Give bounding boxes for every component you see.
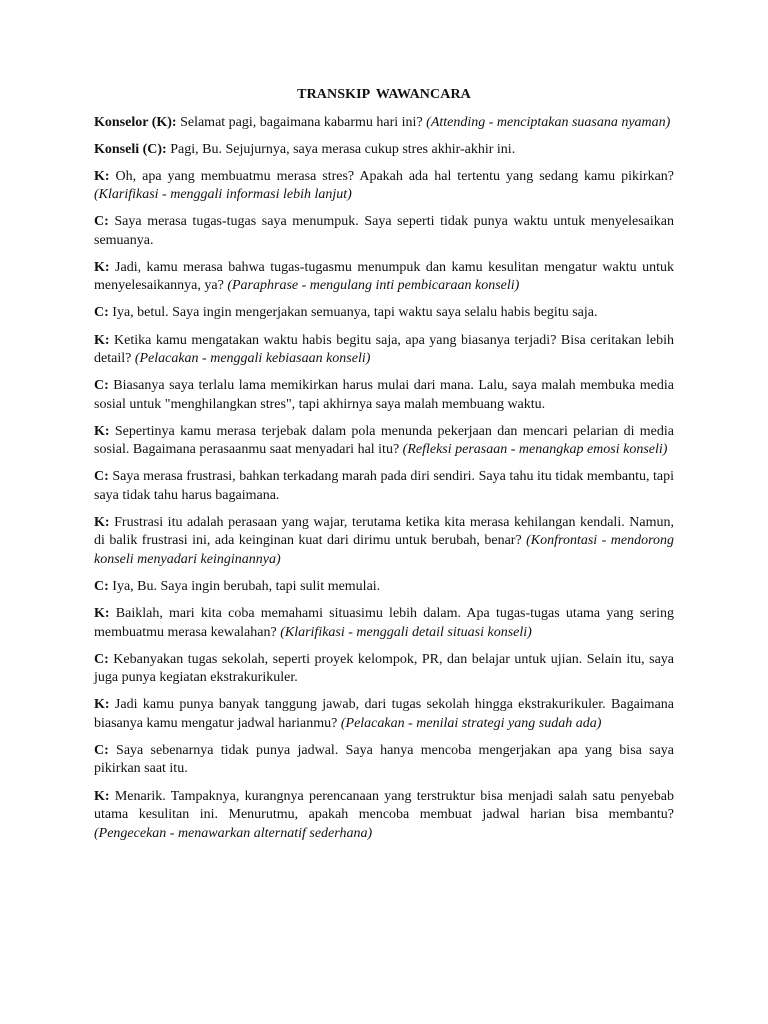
speaker-label: K: bbox=[94, 423, 110, 439]
speaker-label: K: bbox=[94, 332, 110, 348]
utterance-text: Oh, apa yang membuatmu merasa stres? Apakah ada hal tertentu yang sedang kamu pikirkan? bbox=[109, 168, 674, 184]
utterance-text: Iya, betul. Saya ingin mengerjakan semuanya, tapi waktu saya selalu habis begitu saja. bbox=[108, 305, 598, 321]
transcript-entry bbox=[94, 332, 674, 369]
transcript-entry bbox=[94, 514, 674, 570]
technique-note: (Paraphrase - mengulang inti pembicaraan konseli) bbox=[227, 278, 520, 294]
utterance-text: Ketika kamu mengatakan waktu habis begitu saja, apa yang biasanya terjadi? Bisa ceritakan lebih detail? bbox=[94, 332, 674, 367]
transcript-entry bbox=[94, 605, 674, 642]
utterance-text: Baiklah, mari kita coba memahami situasimu lebih dalam. Apa tugas-tugas utama yang sering membuatmu merasa kewalahan? bbox=[94, 606, 674, 640]
technique-note: (Konfrontasi - mendorong konseli menyadari keinginannya) bbox=[94, 533, 674, 567]
speaker-label: C: bbox=[94, 305, 109, 321]
utterance-text: Frustrasi itu adalah perasaan yang wajar, terutama ketika kita merasa kehilangan kendali. Namun, di balik frustrasi ini, ada keinginan kuat dari dirimu untuk berubah, benar? bbox=[94, 514, 674, 549]
transcript-entry bbox=[94, 141, 674, 160]
transcript-entry bbox=[94, 696, 674, 733]
transcript-entry bbox=[94, 213, 674, 250]
speaker-label: K: bbox=[94, 788, 110, 804]
speaker-label: Konselor (K): bbox=[94, 114, 177, 130]
technique-note: (Klarifikasi - menggali informasi lebih lanjut) bbox=[94, 187, 352, 203]
transcript-entry bbox=[94, 377, 674, 414]
utterance-text: Jadi kamu punya banyak tanggung jawab, dari tugas sekolah hingga ekstrakurikuler. Bagaimana biasanya kamu mengatur jadwal harianmu? bbox=[94, 697, 674, 731]
speaker-label: C: bbox=[94, 651, 109, 667]
technique-note: (Attending - menciptakan suasana nyaman) bbox=[426, 114, 671, 130]
speaker-label: K: bbox=[94, 697, 110, 713]
document-title: TRANSKIP WAWANCARA bbox=[297, 87, 471, 102]
transcript-entry bbox=[94, 114, 674, 133]
technique-note: (Pelacakan - menggali kebiasaan konseli) bbox=[134, 351, 371, 367]
utterance-text: Selamat pagi, bagaimana kabarmu hari ini? bbox=[176, 114, 427, 130]
utterance-text: Iya, Bu. Saya ingin berubah, tapi sulit memulai. bbox=[108, 579, 381, 595]
transcript-body bbox=[94, 114, 674, 844]
speaker-label: K: bbox=[94, 168, 110, 184]
technique-note: (Refleksi perasaan - menangkap emosi konseli) bbox=[402, 442, 668, 458]
speaker-label: K: bbox=[94, 606, 110, 622]
transcript-entry bbox=[94, 578, 674, 597]
speaker-label: C: bbox=[94, 742, 109, 758]
speaker-label: C: bbox=[94, 214, 109, 230]
utterance-text: Kebanyakan tugas sekolah, seperti proyek kelompok, PR, dan belajar untuk ujian. Selain itu, saya juga punya kegiatan ekstrakurikuler. bbox=[94, 651, 674, 686]
speaker-label: K: bbox=[94, 259, 110, 275]
speaker-label: Konseli (C): bbox=[94, 141, 167, 157]
utterance-text: Jadi, kamu merasa bahwa tugas-tugasmu menumpuk dan kamu kesulitan mengatur waktu untuk menyelesaikannya, ya? bbox=[94, 259, 674, 294]
transcript-entry bbox=[94, 742, 674, 779]
utterance-text: Saya sebenarnya tidak punya jadwal. Saya hanya mencoba mengerjakan apa yang bisa saya pikirkan saat itu. bbox=[94, 742, 674, 777]
speaker-label: C: bbox=[94, 378, 109, 394]
technique-note: (Pelacakan - menilai strategi yang sudah ada) bbox=[340, 715, 602, 731]
utterance-text: Saya merasa tugas-tugas saya menumpuk. Saya seperti tidak punya waktu untuk menyelesaikan semuanya. bbox=[94, 214, 674, 248]
technique-note: (Klarifikasi - menggali detail situasi konseli) bbox=[280, 624, 532, 640]
transcript-entry bbox=[94, 423, 674, 460]
speaker-label: C: bbox=[94, 469, 109, 485]
transcript-entry bbox=[94, 468, 674, 505]
speaker-label: C: bbox=[94, 579, 109, 595]
transcript-entry bbox=[94, 259, 674, 296]
utterance-text: Saya merasa frustrasi, bahkan terkadang marah pada diri sendiri. Saya tahu itu tidak membantu, tapi saya tidak tahu harus bagaimana. bbox=[94, 469, 674, 503]
technique-note: (Pengecekan - menawarkan alternatif sederhana) bbox=[94, 825, 373, 841]
transcript-entry bbox=[94, 304, 674, 323]
speaker-label: K: bbox=[94, 514, 110, 530]
utterance-text: Sepertinya kamu merasa terjebak dalam pola menunda pekerjaan dan mencari pelarian di media sosial. Bagaimana perasaanmu saat menyadari hal itu? bbox=[94, 423, 674, 458]
transcript-entry bbox=[94, 788, 674, 844]
transcript-entry bbox=[94, 168, 674, 205]
utterance-text: Menarik. Tampaknya, kurangnya perencanaan yang terstruktur bisa menjadi salah satu penyebab utama kesulitan ini. Menurutmu, apakah mencoba membuat jadwal harian bisa membantu? bbox=[94, 788, 674, 822]
utterance-text: Pagi, Bu. Sejujurnya, saya merasa cukup stres akhir-akhir ini. bbox=[166, 141, 516, 157]
transcript-entry bbox=[94, 651, 674, 688]
utterance-text: Biasanya saya terlalu lama memikirkan harus mulai dari mana. Lalu, saya malah membuka media sosial untuk "menghilangkan stres", tapi akhirnya saya malah membuang waktu. bbox=[94, 378, 674, 412]
